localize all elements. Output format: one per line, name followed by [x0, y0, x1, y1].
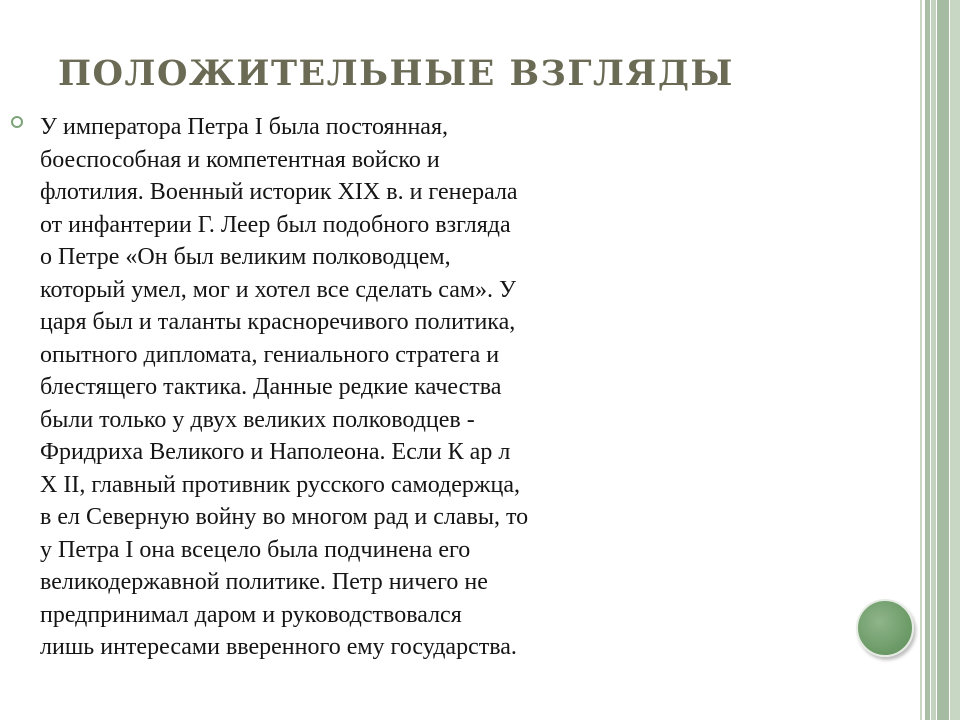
decorative-stripe — [920, 0, 922, 720]
decorative-stripe — [931, 0, 936, 720]
decorative-stripe — [950, 0, 960, 720]
green-circle-icon — [856, 599, 914, 657]
decorative-stripe — [925, 0, 930, 720]
ring-bullet-icon — [11, 116, 23, 128]
decorative-stripe — [937, 0, 949, 720]
slide-title: ПОЛОЖИТЕЛЬНЫЕ ВЗГЛЯДЫ — [58, 53, 734, 94]
slide-body-text: У императора Петра I была постоянная, боеспособная и компетентная войско и флотилия. Военный историк XIX в. и генерала от инфантерии Г. Леер был подобного взгляда о Петре «Он был великим полководцем, который умел, мог и хотел все сделать сам». У царя был и таланты красноречивого политика, опытного дипломата, гениального стратега и блестящего тактика. Данные редкие качества были только у двух великих полководцев - Фридриха Великого и Наполеона. Если К ар л X II, главный противник русского самодержца, в ел Северную войну во многом рад и славы, то у Петра I она всецело была подчинена его великодержавной политике. Петр ничего не предпринимал даром и руководствовался лишь интересами вверенного ему государства. — [40, 114, 529, 660]
